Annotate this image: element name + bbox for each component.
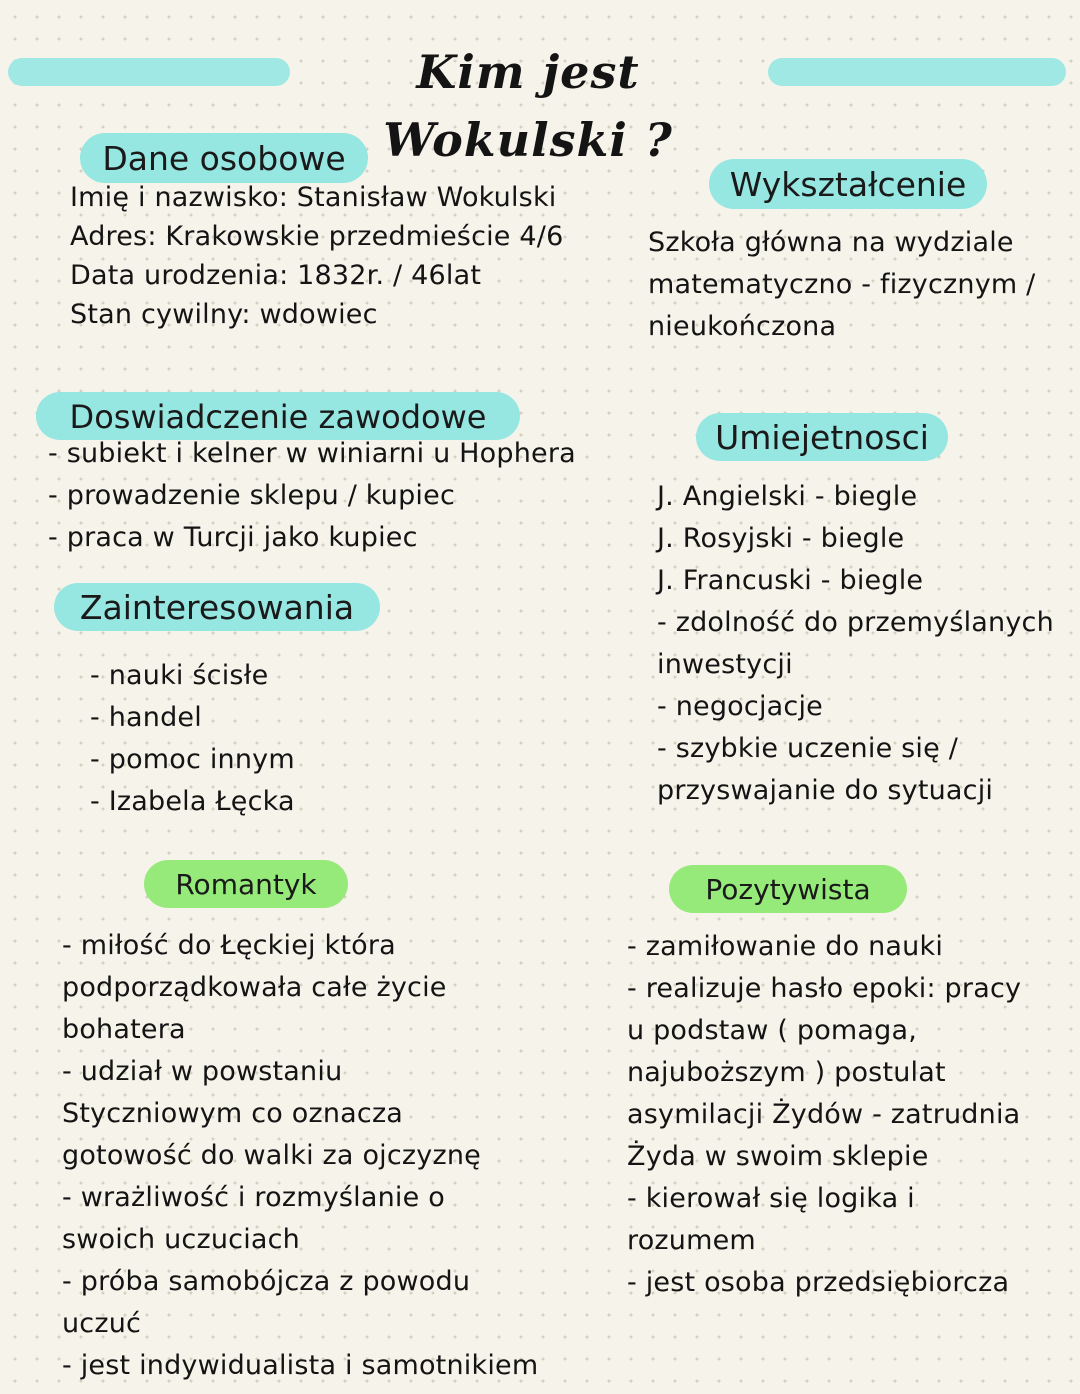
list-item: asymilacji Żydów - zatrudnia	[627, 1099, 1021, 1130]
list-item: - miłość do Łęckiej która	[62, 930, 396, 961]
section-header-label: Doswiadczenie zawodowe	[69, 398, 487, 436]
list-item: u podstaw ( pomaga,	[627, 1015, 918, 1046]
section-header-pozytywista	[669, 865, 907, 913]
list-item: - zamiłowanie do nauki	[627, 931, 944, 962]
pozytywista-list	[627, 926, 1021, 1304]
list-item: Żyda w swoim sklepie	[627, 1141, 929, 1172]
list-item: swoich uczuciach	[62, 1224, 300, 1255]
list-item: Szkoła główna na wydziale	[648, 227, 1014, 258]
section-header-wyksztalcenie	[709, 159, 987, 209]
page-title: Kim jest Wokulski ?	[383, 45, 673, 167]
list-item: J. Rosyjski - biegle	[657, 523, 905, 554]
list-item: bohatera	[62, 1014, 186, 1045]
section-header-romantyk	[144, 860, 348, 908]
section-header-label: Dane osobowe	[102, 139, 346, 178]
section-header-label: Umiejetnosci	[715, 418, 929, 457]
section-header-zainteresowania	[54, 583, 380, 631]
list-item: J. Francuski - biegle	[657, 565, 924, 596]
list-item: rozumem	[627, 1225, 756, 1256]
list-item: Imię i nazwisko: Stanisław Wokulski	[70, 182, 557, 213]
list-item: Data urodzenia: 1832r. / 46lat	[70, 260, 482, 291]
list-item: Styczniowym co oznacza	[62, 1098, 404, 1129]
section-header-label: Zainteresowania	[79, 588, 355, 627]
list-item: J. Angielski - biegle	[657, 481, 918, 512]
list-item: - zdolność do przemyślanych	[657, 607, 1054, 638]
list-item: - jest osoba przedsiębiorcza	[627, 1267, 1010, 1298]
section-header-label: Pozytywista	[705, 873, 871, 906]
doswiadczenie-list	[48, 433, 576, 559]
umiejetnosci-list	[657, 476, 1054, 812]
list-item: podporządkowała całe życie	[62, 972, 447, 1003]
list-item: - prowadzenie sklepu / kupiec	[48, 480, 455, 511]
list-item: gotowość do walki za ojczyznę	[62, 1140, 481, 1171]
list-item: - negocjacje	[657, 691, 823, 722]
title-decoration-right	[768, 58, 1066, 86]
section-header-dane-osobowe	[80, 133, 368, 183]
list-item: Adres: Krakowskie przedmieście 4/6	[70, 221, 564, 252]
section-header-label: Romantyk	[175, 868, 317, 901]
list-item: Stan cywilny: wdowiec	[70, 299, 378, 330]
list-item: matematyczno - fizycznym /	[648, 269, 1036, 300]
wyksztalcenie-list	[648, 222, 1035, 348]
list-item: - nauki ścisłe	[90, 660, 269, 691]
list-item: - pomoc innym	[90, 744, 295, 775]
section-header-label: Wykształcenie	[729, 165, 967, 204]
list-item: nieukończona	[648, 311, 837, 342]
list-item: inwestycji	[657, 649, 793, 680]
list-item: najuboższym ) postulat	[627, 1057, 946, 1088]
title-decoration-left	[8, 58, 290, 86]
list-item: - realizuje hasło epoki: pracy	[627, 973, 1022, 1004]
list-item: - próba samobójcza z powodu	[62, 1266, 471, 1297]
list-item: uczuć	[62, 1308, 142, 1339]
list-item: - handel	[90, 702, 202, 733]
list-item: przyswajanie do sytuacji	[657, 775, 994, 806]
dane-osobowe-list	[70, 178, 563, 334]
list-item: - szybkie uczenie się /	[657, 733, 959, 764]
list-item: - subiekt i kelner w winiarni u Hophera	[48, 438, 576, 469]
list-item: - praca w Turcji jako kupiec	[48, 522, 418, 553]
list-item: - wrażliwość i rozmyślanie o	[62, 1182, 445, 1213]
romantyk-list	[62, 925, 538, 1387]
zainteresowania-list	[90, 655, 295, 823]
list-item: - jest indywidualista i samotnikiem	[62, 1350, 539, 1381]
list-item: - kierował się logika i	[627, 1183, 915, 1214]
section-header-umiejetnosci	[696, 413, 948, 461]
list-item: - Izabela Łęcka	[90, 786, 295, 817]
list-item: - udział w powstaniu	[62, 1056, 343, 1087]
